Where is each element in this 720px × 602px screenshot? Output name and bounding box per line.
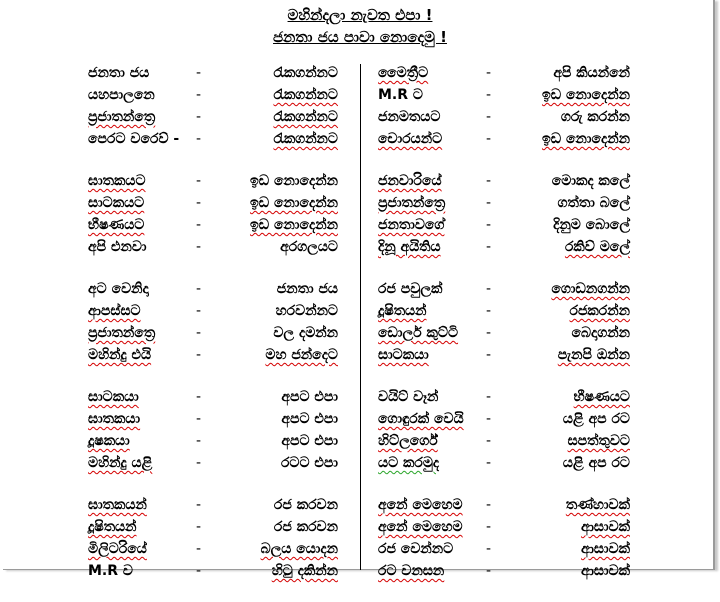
- title-line-1: [0, 4, 720, 26]
- right-verse-group: [378, 278, 630, 366]
- verse-line-separator: -: [486, 217, 492, 233]
- verse-line-right-text: අපට එපා: [281, 411, 338, 427]
- verse-line-left-text: දූෂිතයන්: [378, 303, 427, 319]
- verse-line-left-text: වයිට් වෑන්: [378, 389, 439, 405]
- verse-line: [88, 170, 338, 192]
- verse-line-left-text: රජ වෙන්නට: [378, 541, 454, 557]
- verse-line-right-text: රැකගන්නට: [273, 87, 338, 103]
- verse-line-separator: -: [486, 87, 492, 103]
- verse-line: [88, 452, 338, 474]
- verse-line: [378, 300, 630, 322]
- verse-line-separator: -: [486, 281, 492, 297]
- verse-line: [88, 106, 338, 128]
- verse-line-right-text: රැකගන්නට: [273, 109, 338, 125]
- verse-line: [88, 192, 338, 214]
- verse-line: [88, 278, 338, 300]
- verse-line: [88, 560, 338, 582]
- title-line-2: [0, 26, 720, 48]
- verse-line-separator: -: [196, 541, 202, 557]
- verse-line-left-text: ප්‍රජාතන්ත්‍රෙ: [88, 109, 156, 125]
- verse-line: [88, 128, 338, 150]
- title-text-2: ජනතා ජය පාවා නොදෙමු !: [273, 28, 447, 46]
- verse-line-separator: -: [196, 347, 202, 363]
- verse-line-left-text: ඩොලර් කුට්ටි: [378, 325, 459, 341]
- verse-line: [378, 106, 630, 128]
- verse-line-left-text: අට වෙනිදා: [88, 281, 149, 297]
- verse-line-left-text: ඝාතකයට: [88, 173, 146, 189]
- verse-line-left-text: ප්‍රජාතන්ත්‍රෙ: [88, 325, 156, 341]
- verse-line-separator: -: [486, 109, 492, 125]
- verse-line: [378, 538, 630, 560]
- verse-line: [378, 322, 630, 344]
- verse-line-right-text: පැනපි ඔන්න: [557, 347, 630, 363]
- verse-line-right-text: රැකගන්නට: [273, 131, 338, 147]
- verse-line-left-text: M.R ට: [378, 87, 423, 103]
- right-verse-group: [378, 170, 630, 258]
- verse-line: [88, 344, 338, 366]
- verse-line-separator: -: [486, 325, 492, 341]
- verse-line-right-text: ඉඩ නොදෙන්න: [249, 173, 338, 189]
- verse-line-right-text: වල දමන්න: [273, 325, 338, 341]
- verse-line: [378, 278, 630, 300]
- verse-line-separator: -: [486, 195, 492, 211]
- verse-line-left-text: පෙරට වරෙව් -: [88, 131, 180, 147]
- verse-line-left-text: යහපාලනෙ: [88, 87, 155, 103]
- verse-line: [88, 516, 338, 538]
- verse-line-separator: -: [196, 173, 202, 189]
- verse-line: [378, 430, 630, 452]
- verse-line-left-text: අනේ මෙහෙම: [378, 519, 463, 535]
- verse-line-separator: -: [196, 411, 202, 427]
- verse-line: [88, 214, 338, 236]
- verse-line-right-text: යළි අප රට: [562, 455, 630, 471]
- verse-line-separator: -: [196, 519, 202, 535]
- verse-line-right-text: මහ ජන්දෙට: [265, 347, 338, 363]
- verse-line-left-text: අනේ මෙහෙම: [378, 497, 463, 513]
- verse-line-left-text: ජනවාරියේ: [378, 173, 442, 189]
- verse-line: [378, 452, 630, 474]
- verse-line-right-text: ගරු කරන්න: [560, 109, 630, 125]
- verse-line-separator: -: [486, 411, 492, 427]
- verse-line: [378, 386, 630, 408]
- verse-line-right-text: ඉඩ නොදෙන්න: [249, 195, 338, 211]
- verse-line-right-text: ඉඩ නොදෙන්න: [249, 217, 338, 233]
- verse-line-separator: -: [486, 563, 492, 579]
- verse-line-separator: -: [196, 497, 202, 513]
- verse-line-left-text: මහින්දු යළි: [88, 455, 153, 471]
- verse-line-left-text: රට වනසන: [378, 563, 445, 579]
- verse-line-left-text: මහින්දු එයි: [88, 347, 152, 363]
- verse-line: [378, 192, 630, 214]
- verse-line-left-text: දූෂිතයන්: [88, 519, 137, 535]
- verse-line-right-text: සපත්තුවට: [567, 433, 630, 449]
- verse-line-separator: -: [486, 131, 492, 147]
- left-verse-group: [88, 278, 338, 366]
- verse-line-left-text: හිට්ලර්ගේ: [378, 433, 438, 449]
- verse-line-right-text: භීෂණයට: [573, 389, 630, 405]
- verse-line-right-text: අපට එපා: [281, 389, 338, 405]
- verse-line-right-text: තණ්හාවක්: [565, 497, 630, 513]
- verse-line-separator: -: [196, 325, 202, 341]
- verse-line: [88, 408, 338, 430]
- verse-line-left-text: ජනමතයට: [378, 109, 441, 125]
- verse-line-right-text: ඉඩ නොදෙන්න: [541, 131, 630, 147]
- verse-line-left-text: ඝාතකයන්: [88, 497, 147, 513]
- verse-line-left-text: චොරයන්ට: [378, 131, 443, 147]
- left-verse-group: [88, 62, 338, 150]
- verse-line: [378, 236, 630, 258]
- left-verse-group: [88, 170, 338, 258]
- verse-line: [88, 494, 338, 516]
- verse-line-separator: -: [486, 433, 492, 449]
- verse-line: [378, 170, 630, 192]
- verse-line-right-text: අරගලයට: [280, 239, 338, 255]
- verse-line-separator: -: [486, 303, 492, 319]
- verse-line: [378, 494, 630, 516]
- verse-line-left-text: යට කරමුද: [378, 455, 440, 471]
- verse-line-left-text: ගොඳුරක් වෙයි: [378, 411, 464, 427]
- verse-line-separator: -: [196, 109, 202, 125]
- verse-line-separator: -: [486, 347, 492, 363]
- verse-line-separator: -: [196, 389, 202, 405]
- right-verse-group: [378, 62, 630, 150]
- verse-line-separator: -: [486, 239, 492, 255]
- verse-line-left-text: ප්‍රජාතන්ත්‍රෙ: [378, 195, 446, 211]
- verse-line-left-text: ආපස්සට: [88, 303, 141, 319]
- right-verse-group: [378, 386, 630, 474]
- verse-line-separator: -: [196, 87, 202, 103]
- verse-line-right-text: ගත්තා බලේ: [557, 195, 630, 211]
- verse-line: [378, 408, 630, 430]
- verse-line-left-text: සාටකයා: [88, 389, 139, 405]
- verse-line-left-text: අපි එනවා: [88, 239, 147, 255]
- verse-line-right-text: රටට එපා: [280, 455, 338, 471]
- verse-line-left-text: මිලිටරියේ: [88, 541, 147, 557]
- verse-line: [378, 344, 630, 366]
- verse-line-right-text: හිටු දකින්න: [271, 563, 338, 579]
- verse-line-separator: -: [196, 217, 202, 233]
- verse-line-separator: -: [196, 131, 202, 147]
- verse-line-left-text: M.R ව: [88, 563, 133, 579]
- verse-line: [88, 62, 338, 84]
- verse-line: [88, 386, 338, 408]
- verse-line-left-text: සාටකයා: [378, 347, 429, 363]
- verse-line-left-text: සාටකයට: [88, 195, 145, 211]
- verse-line: [88, 236, 338, 258]
- verse-line-separator: -: [196, 433, 202, 449]
- verse-line-separator: -: [196, 239, 202, 255]
- verse-line-right-text: ගොඩනගන්න: [551, 281, 630, 297]
- verse-line-right-text: අපි කියන්නේ: [553, 65, 630, 81]
- verse-line-separator: -: [196, 65, 202, 81]
- title-block: [0, 4, 720, 48]
- verse-line-separator: -: [196, 195, 202, 211]
- verse-line-right-text: ආසාවක්: [580, 541, 630, 557]
- verse-line-right-text: රකිව් මලේ: [564, 239, 630, 255]
- verse-line-separator: -: [196, 563, 202, 579]
- verse-line: [88, 300, 338, 322]
- right-verse-group: [378, 494, 630, 582]
- verse-line-separator: -: [486, 497, 492, 513]
- verse-line: [378, 560, 630, 582]
- verse-line-left-text: රජ පවුලක්: [378, 281, 443, 297]
- verse-line-separator: -: [486, 541, 492, 557]
- verse-line: [88, 84, 338, 106]
- verse-line-right-text: හරවන්නට: [275, 303, 338, 319]
- verse-line-left-text: භීෂණයට: [88, 217, 145, 233]
- verse-line: [378, 214, 630, 236]
- left-column: [88, 62, 338, 602]
- verse-line-right-text: ආසාවක්: [580, 519, 630, 535]
- verse-line-right-text: රජකරන්න: [569, 303, 630, 319]
- verse-line-right-text: අපට එපා: [281, 433, 338, 449]
- title-text-1: මහින්දලා නැවත එපා !: [287, 6, 433, 24]
- verse-line-right-text: රැකගන්නට: [273, 65, 338, 81]
- verse-line-right-text: රජ කරවන: [273, 497, 338, 513]
- verse-line-separator: -: [486, 455, 492, 471]
- verse-line-right-text: මොකද කලේ: [551, 173, 630, 189]
- verse-line-left-text: දූෂකයා: [88, 433, 130, 449]
- verse-line-left-text: ඝාතකයා: [88, 411, 141, 427]
- verse-line: [378, 62, 630, 84]
- verse-line-left-text: ජනතාවගේ: [378, 217, 445, 233]
- verse-line-separator: -: [196, 281, 202, 297]
- left-verse-group: [88, 386, 338, 474]
- verse-line-separator: -: [196, 455, 202, 471]
- verse-line-right-text: යළි අප රට: [562, 411, 630, 427]
- verse-line-left-text: ජනතා ජය: [88, 65, 150, 81]
- verse-line-right-text: ආසාවක්: [580, 563, 630, 579]
- verse-line: [378, 516, 630, 538]
- verse-line: [378, 84, 630, 106]
- verse-line-right-text: බලය යොදන: [260, 541, 338, 557]
- verse-line-right-text: ජනතා ජය: [276, 281, 338, 297]
- right-column: [378, 62, 630, 602]
- verse-line-left-text: මෛත්‍රීට: [378, 65, 429, 81]
- verse-line-right-text: ඉඩ නොදෙන්න: [541, 87, 630, 103]
- verse-line: [378, 128, 630, 150]
- column-divider: [360, 64, 361, 570]
- verse-line-separator: -: [486, 389, 492, 405]
- verse-line-left-text: දිනූ අයිතිය: [378, 239, 441, 255]
- verse-line-right-text: බෙදාගන්න: [571, 325, 630, 341]
- left-verse-group: [88, 494, 338, 582]
- verse-line: [88, 538, 338, 560]
- verse-line-right-text: රජ කරවන: [273, 519, 338, 535]
- verse-line: [88, 430, 338, 452]
- verse-line-separator: -: [196, 303, 202, 319]
- verse-line: [88, 322, 338, 344]
- verse-line-separator: -: [486, 65, 492, 81]
- verse-line-right-text: දිනුම බොලේ: [553, 217, 630, 233]
- verse-line-separator: -: [486, 173, 492, 189]
- verse-line-separator: -: [486, 519, 492, 535]
